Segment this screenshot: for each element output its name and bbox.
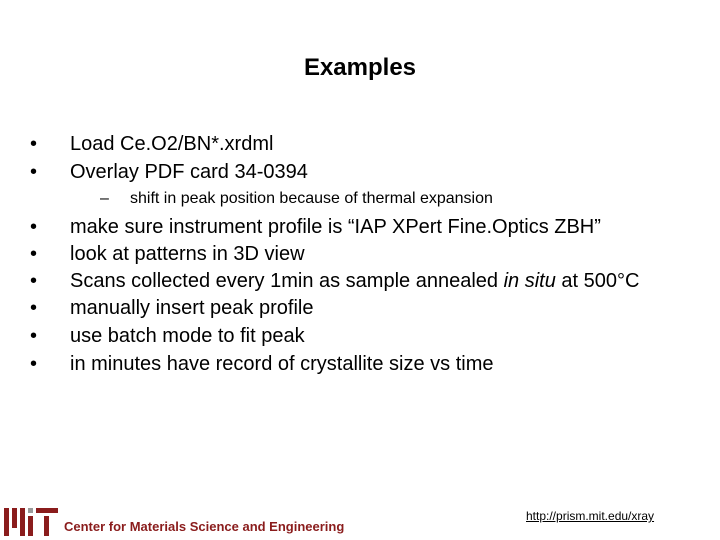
slide-title: Examples xyxy=(303,54,417,81)
bullet-glyph: • xyxy=(30,133,38,155)
bullet-list xyxy=(30,130,680,378)
bullet-text-scans-before: Scans collected every 1min as sample annealed xyxy=(70,270,504,292)
bullet-item xyxy=(30,130,680,158)
bullet-glyph: • xyxy=(30,243,38,265)
footer-org-name: Center for Materials Science and Engineering xyxy=(64,519,345,534)
bullet-text-scans-italic: in situ xyxy=(503,270,556,292)
mit-logo xyxy=(4,508,60,536)
sub-bullet-dash: – xyxy=(100,190,109,207)
bullet-item xyxy=(30,294,680,322)
bullet-text-scans-after: at 500°C xyxy=(555,270,640,292)
bullet-text: use batch mode to fit peak xyxy=(70,325,305,347)
bullet-item xyxy=(30,158,680,186)
footer-url-link[interactable]: http://prism.mit.edu/xray xyxy=(526,509,655,523)
bullet-glyph: • xyxy=(30,297,38,319)
bullet-text: Overlay PDF card 34-0394 xyxy=(70,161,308,183)
bullet-text: Load Ce.O2/BN*.xrdml xyxy=(70,133,274,155)
bullet-glyph: • xyxy=(30,270,38,292)
bullet-item xyxy=(30,268,680,294)
bullet-item xyxy=(30,322,680,350)
bullet-text: look at patterns in 3D view xyxy=(70,243,305,265)
bullet-text: manually insert peak profile xyxy=(70,297,314,319)
bullet-item xyxy=(30,350,680,378)
bullet-glyph: • xyxy=(30,325,38,347)
bullet-item xyxy=(30,240,680,268)
sub-bullet-item xyxy=(30,188,680,210)
bullet-item xyxy=(30,214,680,240)
mit-logo-bars xyxy=(4,508,58,536)
sub-bullet-text: shift in peak position because of thermal expansion xyxy=(130,190,493,207)
bullet-text: in minutes have record of crystallite size vs time xyxy=(70,353,494,375)
bullet-text: make sure instrument profile is “IAP XPert Fine.Optics ZBH” xyxy=(70,216,601,238)
bullet-glyph: • xyxy=(30,216,38,238)
bullet-glyph: • xyxy=(30,161,38,183)
bullet-glyph: • xyxy=(30,353,38,375)
